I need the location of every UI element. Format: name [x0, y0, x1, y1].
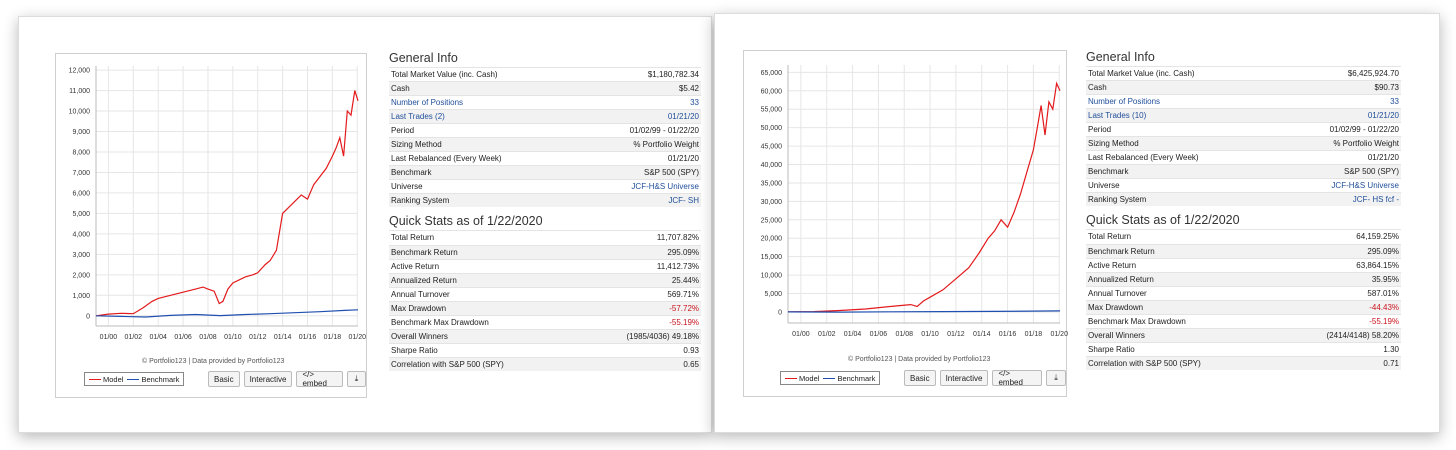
stat-value: $1,180,782.34: [579, 68, 701, 82]
stat-label: Sharpe Ratio: [389, 343, 578, 357]
series-line-model: [96, 91, 358, 316]
y-tick-label: 10,000: [68, 108, 90, 116]
legend-item-benchmark[interactable]: [127, 375, 179, 384]
chart-legend: [84, 372, 184, 386]
stat-label: Annual Turnover: [1086, 286, 1276, 300]
stat-row: [1086, 286, 1401, 300]
basic-button[interactable]: Basic: [904, 370, 936, 386]
stat-value: 01/02/99 - 01/22/20: [579, 124, 701, 138]
stat-row: [1086, 300, 1401, 314]
x-tick-label: 01/14: [972, 331, 991, 338]
stat-label: Ranking System: [1086, 193, 1278, 207]
info-section: [1086, 48, 1401, 370]
stat-row: [389, 194, 701, 208]
x-tick-label: 01/10: [921, 331, 939, 338]
performance-chart: [744, 51, 1066, 396]
stat-value: (1985/4036) 49.18%: [578, 329, 701, 343]
stat-row: [1086, 165, 1401, 179]
x-tick-label: 01/18: [1024, 331, 1043, 338]
stat-row: [1086, 151, 1401, 165]
stat-label: Cash: [1086, 81, 1278, 95]
portfolio-panel-right: [714, 13, 1440, 433]
y-tick-label: 60,000: [760, 88, 782, 96]
stat-label[interactable]: Last Trades (10): [1086, 109, 1278, 123]
stat-row: [1086, 244, 1401, 258]
x-tick-label: 01/04: [843, 331, 862, 338]
stat-value[interactable]: 01/21/20: [1278, 109, 1401, 123]
general-info-table: [389, 67, 701, 207]
stat-row: [389, 166, 701, 180]
legend-item-benchmark[interactable]: [823, 374, 875, 383]
stat-value[interactable]: JCF-H&S Universe: [1278, 179, 1401, 193]
x-tick-label: 01/06: [174, 334, 192, 341]
performance-chart: [56, 54, 366, 397]
stat-label: Period: [1086, 123, 1278, 137]
download-button[interactable]: [1046, 370, 1066, 386]
quick-stats-title: Quick Stats as of 1/22/2020: [1086, 213, 1240, 228]
download-icon: ⤓: [354, 374, 359, 383]
stat-value: 295.09%: [1276, 244, 1401, 258]
stat-label: Active Return: [1086, 258, 1276, 272]
y-tick-label: 40,000: [760, 162, 782, 170]
stat-label: Last Rebalanced (Every Week): [389, 152, 579, 166]
stat-row: [1086, 67, 1401, 81]
quick-stats-title: Quick Stats as of 1/22/2020: [389, 214, 543, 229]
x-tick-label: 01/18: [323, 334, 342, 341]
y-tick-label: 8,000: [72, 149, 90, 157]
embed-button[interactable]: </> embed: [992, 370, 1042, 386]
stat-value: 63,864.15%: [1276, 258, 1401, 272]
stat-label: Annualized Return: [1086, 272, 1276, 286]
y-tick-label: 65,000: [760, 69, 782, 77]
stat-row: [1086, 258, 1401, 272]
legend-benchmark-label: Benchmark: [837, 373, 876, 383]
embed-button[interactable]: </> embed: [296, 371, 343, 387]
stat-row: [389, 124, 701, 138]
general-info-table: [1086, 66, 1401, 206]
legend-item-model[interactable]: [89, 375, 123, 384]
y-tick-label: 30,000: [760, 198, 782, 206]
stat-value: -57.72%: [578, 301, 701, 315]
stat-row: [389, 357, 701, 371]
stat-value: $90.73: [1278, 81, 1401, 95]
quick-stats-table: [389, 230, 701, 370]
x-tick-label: 01/00: [792, 331, 810, 338]
stat-row: [389, 343, 701, 357]
y-tick-label: 2,000: [72, 272, 90, 280]
y-tick-label: 11,000: [69, 88, 90, 96]
stat-row: [1086, 137, 1401, 151]
stat-label: Total Market Value (inc. Cash): [1086, 67, 1278, 81]
y-tick-label: 1,000: [72, 292, 90, 300]
stat-label: Overall Winners: [1086, 328, 1276, 342]
stat-row: [1086, 123, 1401, 137]
stat-row: [1086, 193, 1401, 207]
legend-benchmark-swatch: [127, 379, 139, 380]
stat-value: 569.71%: [578, 287, 701, 301]
x-tick-label: 01/08: [199, 334, 217, 341]
stat-value: 295.09%: [578, 245, 701, 259]
chart-legend: [780, 371, 880, 385]
y-tick-label: 10,000: [760, 272, 782, 280]
stat-label: Overall Winners: [389, 329, 578, 343]
stat-value: -44.43%: [1276, 300, 1401, 314]
info-section: [389, 49, 701, 371]
stat-row: [389, 110, 701, 124]
stat-row: [389, 301, 701, 315]
general-info-title: General Info: [1086, 50, 1155, 64]
stat-value[interactable]: 01/21/20: [579, 110, 701, 124]
y-tick-label: 9,000: [72, 129, 90, 137]
legend-model-swatch: [89, 379, 101, 380]
stat-value: $6,425,924.70: [1278, 67, 1401, 81]
stat-row: [389, 315, 701, 329]
stat-row: [1086, 272, 1401, 286]
stat-value: 01/02/99 - 01/22/20: [1278, 123, 1401, 137]
stat-value: S&P 500 (SPY): [579, 166, 701, 180]
stat-label: Max Drawdown: [1086, 300, 1276, 314]
stat-value: $5.42: [579, 82, 701, 96]
stat-label: Correlation with S&P 500 (SPY): [1086, 356, 1276, 370]
stat-label: Total Return: [389, 231, 578, 245]
interactive-button[interactable]: Interactive: [244, 371, 293, 387]
stat-label: Ranking System: [389, 194, 579, 208]
stat-label: Total Return: [1086, 230, 1276, 244]
stat-value: -55.19%: [578, 315, 701, 329]
stat-value: % Portfolio Weight: [1278, 137, 1401, 151]
stat-row: [1086, 109, 1401, 123]
stat-row: [389, 259, 701, 273]
y-tick-label: 5,000: [764, 291, 782, 299]
stat-value: 35.95%: [1276, 272, 1401, 286]
stat-row: [1086, 314, 1401, 328]
stat-row: [1086, 81, 1401, 95]
y-tick-label: 50,000: [760, 125, 782, 133]
stat-label: Universe: [1086, 179, 1278, 193]
stat-value: 64,159.25%: [1276, 230, 1401, 244]
x-tick-label: 01/12: [947, 331, 965, 338]
y-tick-label: 7,000: [72, 169, 90, 177]
chart-container: [55, 53, 367, 398]
stat-label: Sizing Method: [1086, 137, 1278, 151]
x-tick-label: 01/16: [998, 331, 1017, 338]
legend-model-swatch: [785, 378, 797, 379]
stat-label: Benchmark Max Drawdown: [1086, 314, 1276, 328]
y-tick-label: 20,000: [760, 235, 782, 243]
stat-label: Max Drawdown: [389, 301, 578, 315]
y-tick-label: 5,000: [72, 210, 90, 218]
stat-value[interactable]: JCF-H&S Universe: [579, 180, 701, 194]
download-button[interactable]: [347, 371, 366, 387]
quick-stats-table: [1086, 229, 1401, 369]
legend-benchmark-swatch: [823, 378, 835, 379]
x-tick-label: 01/02: [124, 334, 143, 341]
stat-value: 01/21/20: [579, 152, 701, 166]
interactive-button[interactable]: Interactive: [940, 370, 989, 386]
stat-label: Benchmark Max Drawdown: [389, 315, 578, 329]
stat-label[interactable]: Number of Positions: [1086, 95, 1278, 109]
stat-value[interactable]: JCF- HS fcf -: [1278, 193, 1401, 207]
stat-label: Annual Turnover: [389, 287, 578, 301]
y-tick-label: 12,000: [68, 67, 90, 75]
stat-value: 0.71: [1276, 356, 1401, 370]
y-tick-label: 0: [778, 309, 782, 317]
stat-row: [389, 231, 701, 245]
stat-row: [1086, 179, 1401, 193]
chart-copyright: © Portfolio123 | Data provided by Portfolio123: [142, 358, 285, 365]
stat-row: [1086, 95, 1401, 109]
stat-label: Total Market Value (inc. Cash): [389, 68, 579, 82]
stat-value: 25.44%: [578, 273, 701, 287]
stat-value: S&P 500 (SPY): [1278, 165, 1401, 179]
stat-label: Sizing Method: [389, 138, 579, 152]
stat-row: [389, 273, 701, 287]
stat-row: [389, 180, 701, 194]
stat-value: (2414/4148) 58.20%: [1276, 328, 1401, 342]
series-line-model: [788, 83, 1060, 312]
chart-container: [743, 50, 1067, 397]
stat-label: Benchmark: [1086, 165, 1278, 179]
stat-value: 11,412.73%: [578, 259, 701, 273]
stat-row: [389, 82, 701, 96]
x-tick-label: 01/06: [869, 331, 888, 338]
general-info-title: General Info: [389, 51, 458, 65]
y-tick-label: 45,000: [760, 143, 782, 151]
stat-label: Last Rebalanced (Every Week): [1086, 151, 1278, 165]
stat-value[interactable]: 33: [579, 96, 701, 110]
stat-row: [389, 138, 701, 152]
x-tick-label: 01/20: [1050, 331, 1068, 338]
stat-value: 0.65: [578, 357, 701, 371]
stat-label: Annualized Return: [389, 273, 578, 287]
stat-label[interactable]: Last Trades (2): [389, 110, 579, 124]
stat-row: [1086, 230, 1401, 244]
stat-label: Active Return: [389, 259, 578, 273]
y-tick-label: 35,000: [760, 180, 782, 188]
stat-row: [1086, 328, 1401, 342]
legend-model-label: Model: [799, 373, 820, 383]
x-tick-label: 01/14: [273, 334, 292, 341]
stat-value: 1.30: [1276, 342, 1401, 356]
stat-row: [1086, 342, 1401, 356]
stat-row: [389, 245, 701, 259]
legend-benchmark-label: Benchmark: [141, 374, 180, 384]
legend-item-model[interactable]: [785, 374, 819, 383]
stat-row: [389, 68, 701, 82]
stat-row: [1086, 356, 1401, 370]
chart-buttons: [208, 371, 366, 387]
stat-value[interactable]: JCF- SH: [579, 194, 701, 208]
y-tick-label: 4,000: [72, 231, 90, 239]
basic-button[interactable]: Basic: [208, 371, 240, 387]
stat-value: -55.19%: [1276, 314, 1401, 328]
y-tick-label: 15,000: [760, 254, 782, 262]
stat-row: [389, 329, 701, 343]
stat-label: Benchmark Return: [389, 245, 578, 259]
stat-label: Benchmark: [389, 166, 579, 180]
stat-row: [389, 96, 701, 110]
x-tick-label: 01/12: [248, 334, 267, 341]
x-tick-label: 01/02: [817, 331, 836, 338]
legend-model-label: Model: [103, 374, 124, 384]
x-tick-label: 01/16: [298, 334, 317, 341]
y-tick-label: 0: [86, 313, 90, 321]
x-tick-label: 01/10: [224, 334, 242, 341]
stat-row: [389, 152, 701, 166]
stat-value: % Portfolio Weight: [579, 138, 701, 152]
stat-value: 11,707.82%: [578, 231, 701, 245]
y-tick-label: 55,000: [760, 106, 782, 114]
chart-copyright: © Portfolio123 | Data provided by Portfolio123: [848, 356, 991, 363]
x-tick-label: 01/04: [149, 334, 167, 341]
download-icon: ⤓: [1054, 373, 1058, 382]
portfolio-panel-left: [18, 16, 712, 433]
stat-value: 587.01%: [1276, 286, 1401, 300]
x-tick-label: 01/20: [348, 334, 367, 341]
stat-label: Period: [389, 124, 579, 138]
stat-label[interactable]: Number of Positions: [389, 96, 579, 110]
stat-row: [389, 287, 701, 301]
y-tick-label: 6,000: [72, 190, 90, 198]
stat-label: Universe: [389, 180, 579, 194]
y-tick-label: 3,000: [72, 251, 90, 259]
stat-label: Correlation with S&P 500 (SPY): [389, 357, 578, 371]
x-tick-label: 01/00: [99, 334, 118, 341]
stat-value[interactable]: 33: [1278, 95, 1401, 109]
stat-value: 01/21/20: [1278, 151, 1401, 165]
chart-buttons: [904, 370, 1066, 386]
stat-label: Cash: [389, 82, 579, 96]
y-tick-label: 25,000: [760, 217, 782, 225]
x-tick-label: 01/08: [895, 331, 914, 338]
stat-value: 0.93: [578, 343, 701, 357]
stat-label: Benchmark Return: [1086, 244, 1276, 258]
stat-label: Sharpe Ratio: [1086, 342, 1276, 356]
